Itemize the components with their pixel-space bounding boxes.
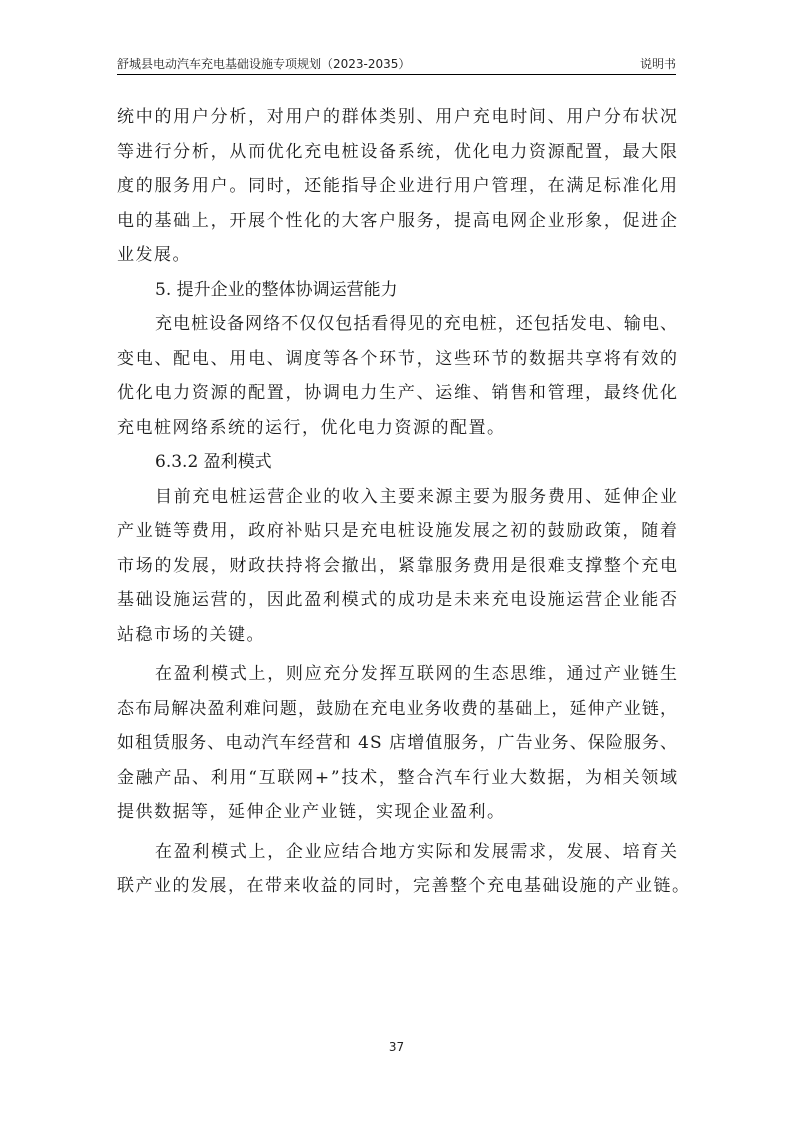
text-line: 电的基础上，开展个性化的大客户服务，提高电网企业形象，促进企: [117, 210, 679, 231]
text-line: 等进行分析，从而优化充电桩设备系统，优化电力资源配置，最大限: [117, 141, 679, 162]
paragraph-revenue-sources: [117, 480, 677, 653]
text-line: 金融产品、利用“互联网+”技术，整合汽车行业大数据，为相关领域: [117, 767, 679, 788]
page-number: 37: [388, 1040, 405, 1054]
text-line: 在盈利模式上，企业应结合地方实际和发展需求，发展、培育关: [155, 841, 679, 862]
page-body: [117, 100, 691, 904]
section-heading-5: 5. 提升企业的整体协调运营能力: [155, 279, 398, 300]
document-type-label: 说明书: [639, 57, 676, 71]
paragraph-related-industries: [117, 835, 691, 904]
text-line: 变电、配电、用电、调度等各个环节，这些环节的数据共享将有效的: [117, 348, 679, 369]
paragraph-network-coordination: [117, 307, 677, 445]
text-line: 充电桩设备网络不仅仅包括看得见的充电桩，还包括发电、输电、: [155, 314, 679, 334]
paragraph-user-analysis: [117, 100, 677, 273]
document-title: 舒城县电动汽车充电基础设施专项规划（2023-2035）: [117, 57, 411, 71]
text-line: 提供数据等，延伸企业产业链，实现企业盈利。: [117, 802, 506, 822]
text-line: 市场的发展，财政扶持将会撤出，紧靠服务费用是很难支撑整个充电: [117, 555, 679, 576]
text-line: 基础设施运营的，因此盈利模式的成功是未来充电设施运营企业能否: [117, 590, 679, 610]
section-heading-6-3-2: 6.3.2 盈利模式: [155, 452, 272, 472]
text-line: 产业链等费用，政府补贴只是充电桩设施发展之初的鼓励政策，随着: [117, 521, 679, 541]
text-line: 如租赁服务、电动汽车经营和 4S 店增值服务，广告业务、保险服务、: [117, 733, 679, 753]
text-line: 目前充电桩运营企业的收入主要来源主要为服务费用、延伸企业: [155, 486, 679, 507]
text-line: 优化电力资源的配置，协调电力生产、运维、销售和管理，最终优化: [117, 383, 679, 403]
text-line: 联产业的发展，在带来收益的同时，完善整个充电基础设施的产业链。: [117, 876, 691, 896]
text-line: 在盈利模式上，则应充分发挥互联网的生态思维，通过产业链生: [155, 664, 679, 684]
text-line: 业发展。: [117, 245, 191, 265]
text-line: 度的服务用户。同时，还能指导企业进行用户管理，在满足标准化用: [117, 176, 679, 196]
page-header: [117, 52, 676, 75]
paragraph-internet-ecosystem: [117, 657, 677, 830]
text-line: 态布局解决盈利难问题，鼓励在充电业务收费的基础上，延伸产业链，: [117, 698, 679, 719]
text-line: 充电桩网络系统的运行，优化电力资源的配置。: [117, 417, 506, 438]
text-line: 站稳市场的关键。: [117, 624, 265, 645]
text-line: 统中的用户分析，对用户的群体类别、用户充电时间、用户分布状况: [117, 107, 679, 127]
